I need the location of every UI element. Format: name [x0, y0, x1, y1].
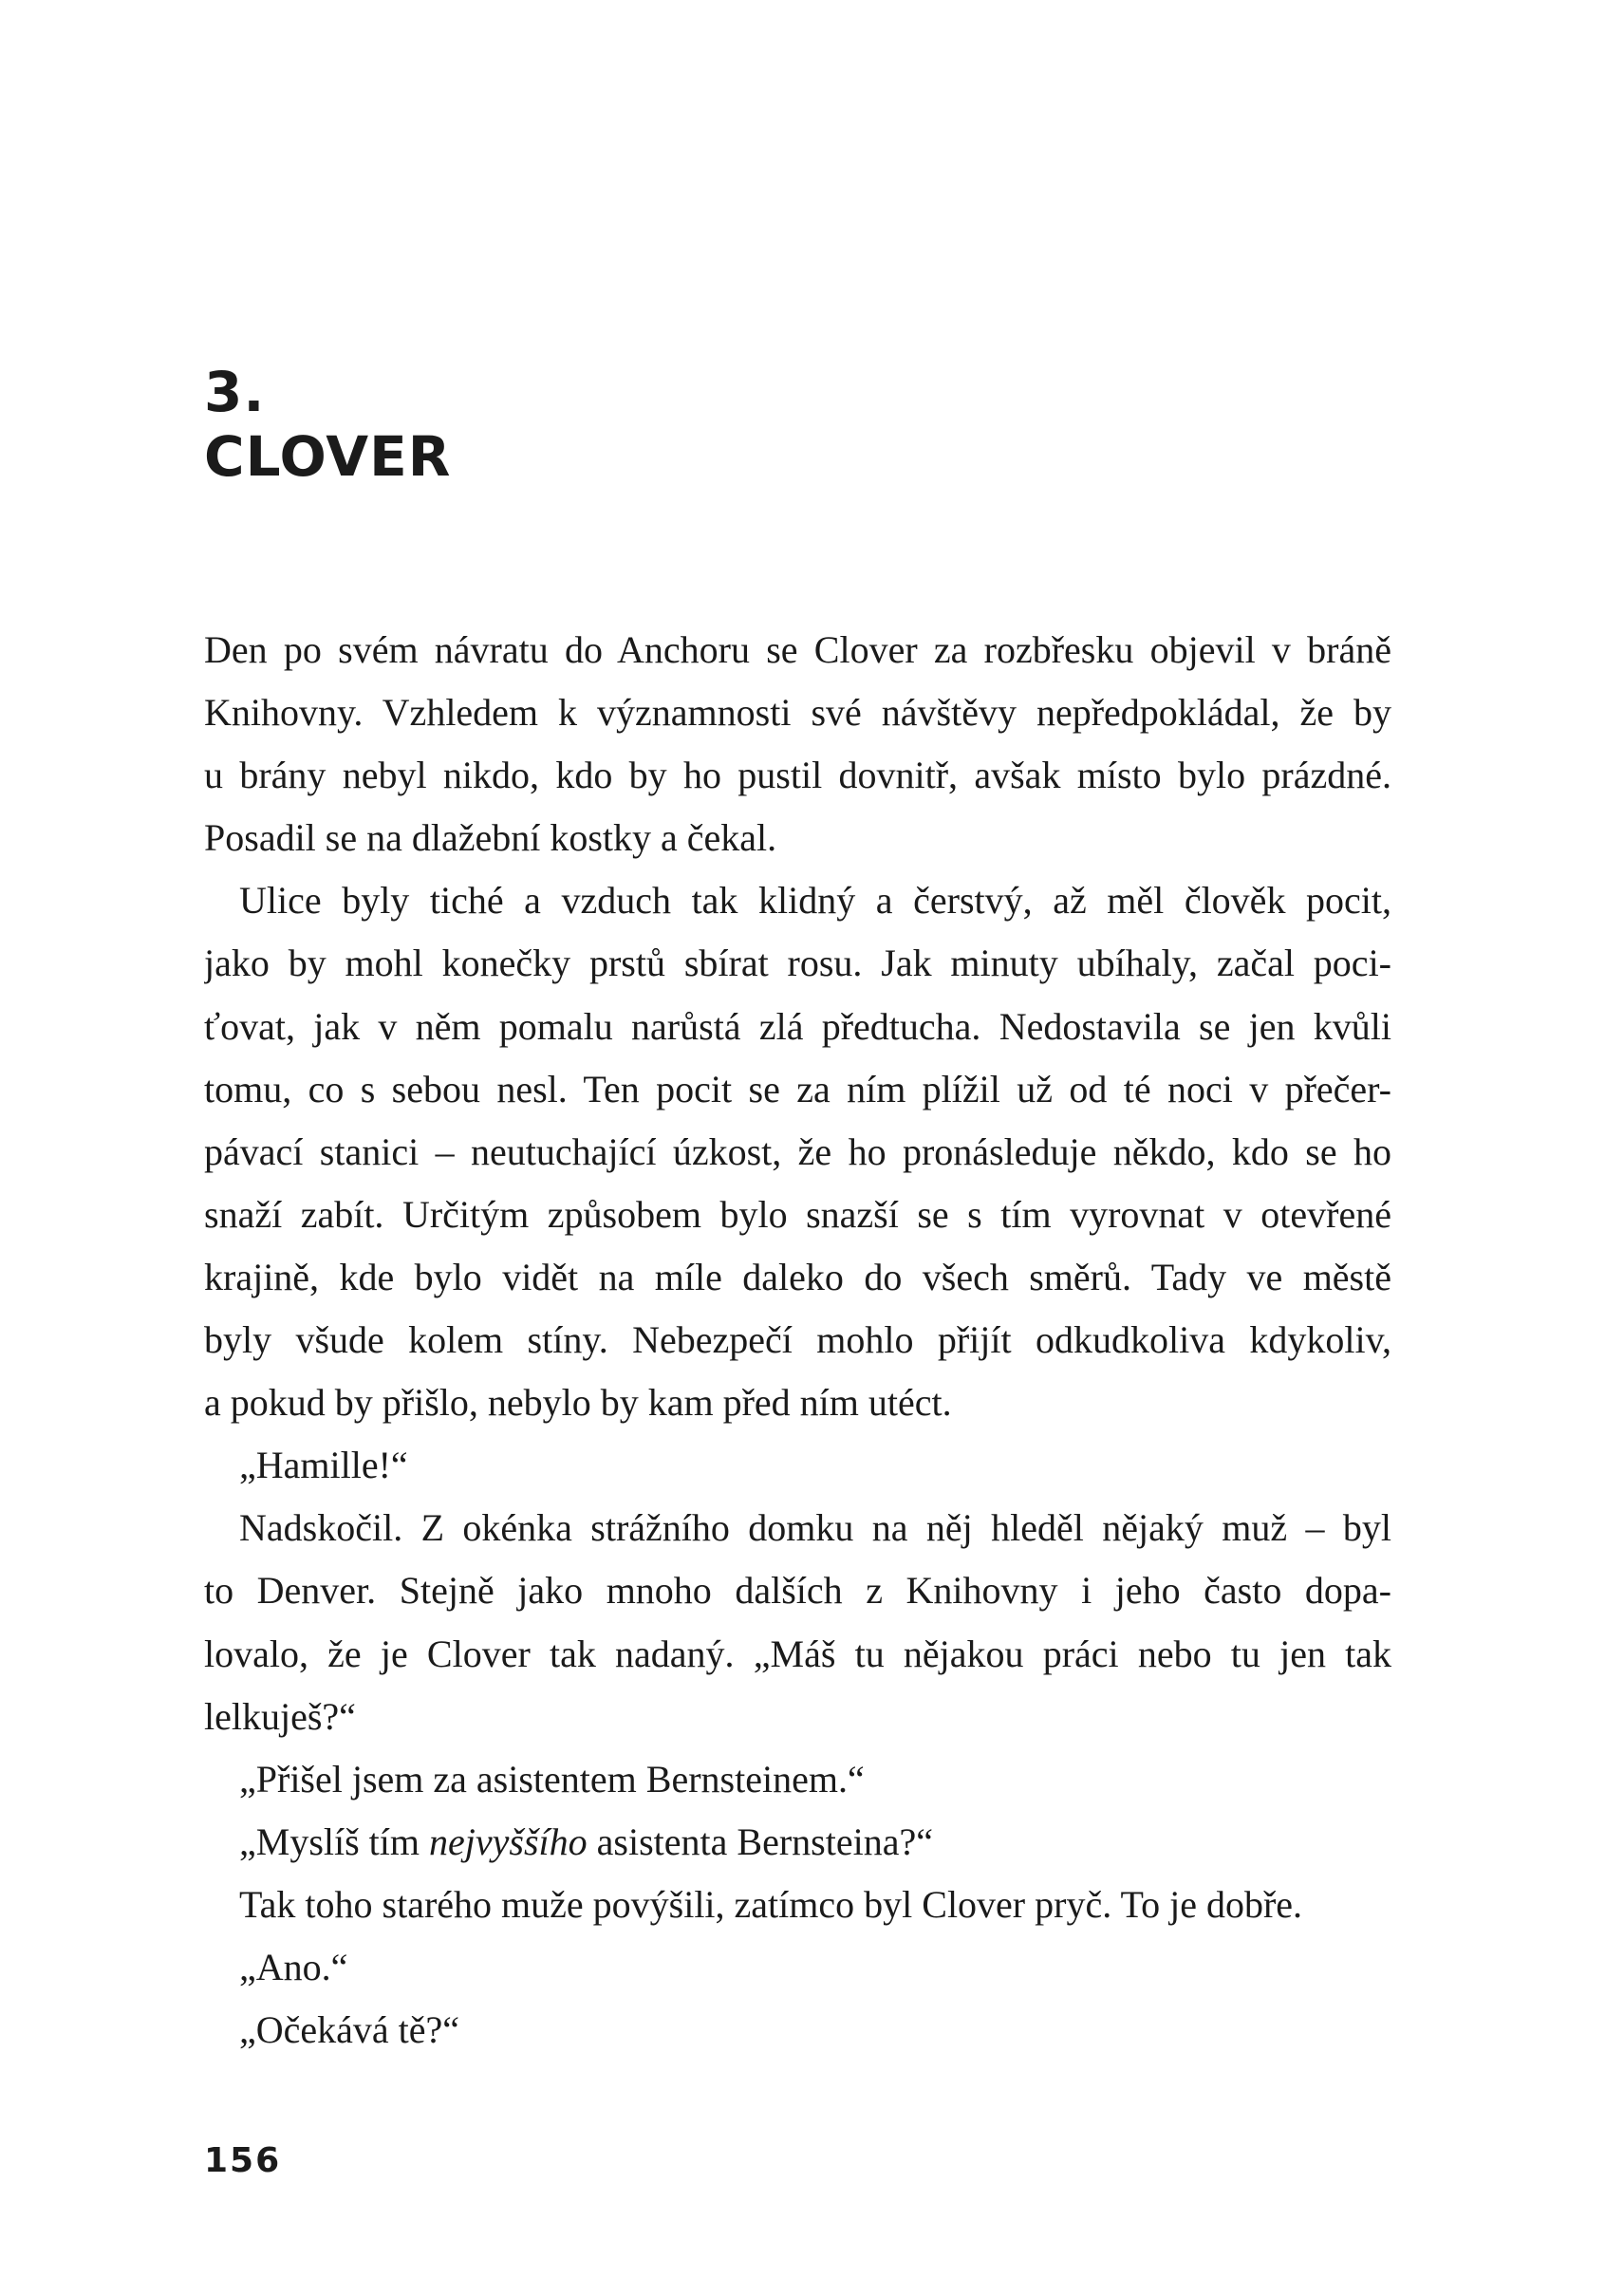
body-text — [204, 619, 1391, 2062]
text-segment: „Myslíš tím — [239, 1819, 430, 1863]
text-line: lovalo, že je Clover tak nadaný. „Máš tu nějakou práci nebo tu jen tak — [204, 1632, 1391, 1675]
text-line: ťovat, jak v něm pomalu narůstá zlá předtucha. Nedostavila se jen kvůli — [204, 1004, 1391, 1048]
text-line: Ulice byly tiché a vzduch tak klidný a čerstvý, až měl člověk pocit, — [239, 879, 1391, 923]
text-line: Posadil se na dlažební kostky a čekal. — [204, 816, 777, 860]
text-line: „Hamille!“ — [239, 1444, 408, 1487]
text-line: „Ano.“ — [239, 1945, 348, 1988]
text-line — [204, 1811, 1391, 1874]
page-number: 156 — [204, 2141, 282, 2180]
text-line: byly všude kolem stíny. Nebezpečí mohlo přijít odkudkoliva kdykoliv, — [204, 1318, 1391, 1362]
text-line: „Očekává tě?“ — [239, 2008, 460, 2052]
text-line: a pokud by přišlo, nebylo by kam před ním utéct. — [204, 1381, 952, 1425]
text-segment: asistenta Bernsteina?“ — [587, 1819, 933, 1863]
text-line: pávací stanici – neutuchající úzkost, že ho pronásleduje někdo, kdo se ho — [204, 1129, 1391, 1173]
emphasized-word: nejvyššího — [429, 1819, 588, 1863]
text-line: krajině, kde bylo vidět na míle daleko do všech směrů. Tady ve městě — [204, 1255, 1391, 1298]
text-line: Tak toho starého muže povýšili, zatímco byl Clover pryč. To je dobře. — [239, 1882, 1303, 1926]
chapter-number: 3. — [204, 360, 266, 424]
text-line: snaží zabít. Určitým způsobem bylo snazší se s tím vyrovnat v otevřené — [204, 1192, 1391, 1236]
text-line: Knihovny. Vzhledem k významnosti své návštěvy nepředpokládal, že by — [204, 691, 1391, 735]
text-line: tomu, co s sebou nesl. Ten pocit se za ním plížil už od té noci v přečer- — [204, 1067, 1391, 1110]
text-line: jako by mohl konečky prstů sbírat rosu. Jak minuty ubíhaly, začal poci- — [204, 942, 1391, 985]
chapter-title: CLOVER — [204, 424, 452, 489]
text-line: Nadskočil. Z okénka strážního domku na něj hleděl nějaký muž – byl — [239, 1506, 1391, 1550]
text-line: „Přišel jsem za asistentem Bernsteinem.“ — [239, 1757, 865, 1801]
text-line: lelkuješ?“ — [204, 1694, 356, 1738]
text-line: to Denver. Stejně jako mnoho dalších z Knihovny i jeho často dopa- — [204, 1569, 1391, 1613]
text-line: Den po svém návratu do Anchoru se Clover za rozbřesku objevil v bráně — [204, 628, 1391, 671]
text-line: u brány nebyl nikdo, kdo by ho pustil dovnitř, avšak místo bylo prázdné. — [204, 754, 1391, 797]
